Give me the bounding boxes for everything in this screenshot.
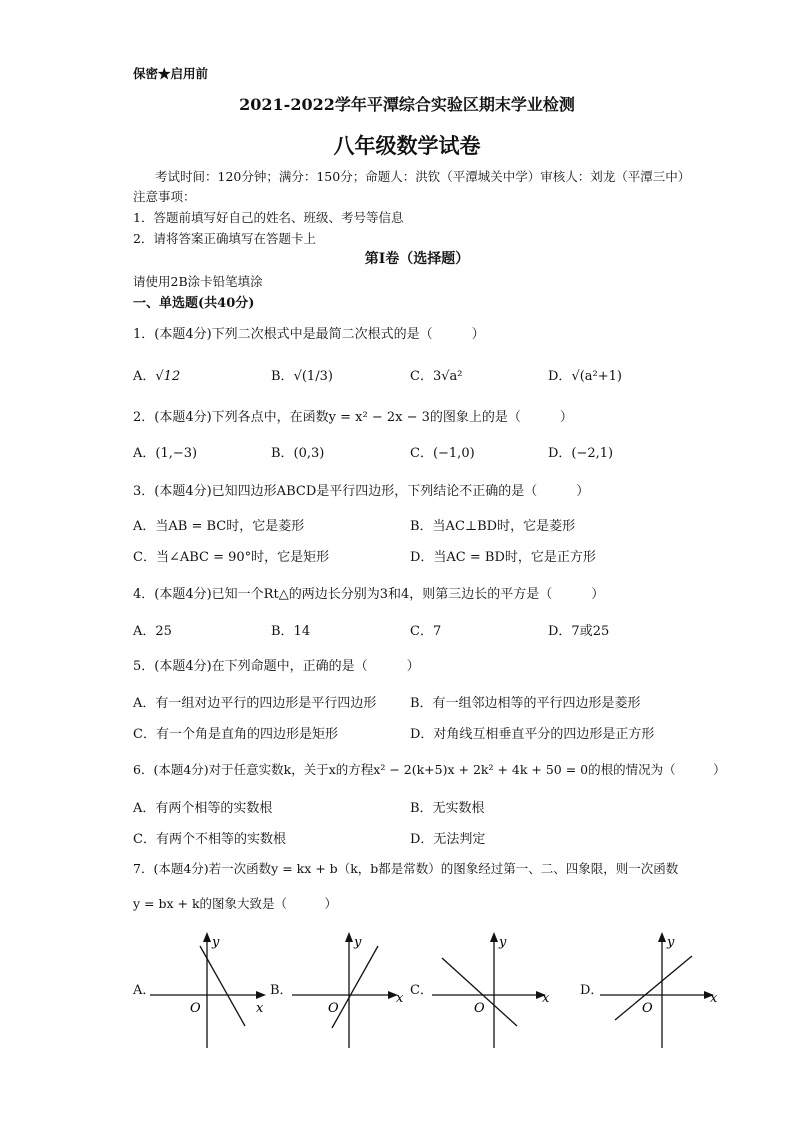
q1-option-b bbox=[271, 365, 333, 384]
q7-option-a-label: A． bbox=[133, 983, 156, 998]
x-label: x bbox=[542, 991, 550, 1006]
q5-option-d: D．对角线互相垂直平分的四边形是正方形 bbox=[410, 727, 655, 742]
question-2-stem: 2．(本题4分)下列各点中，在函数y = x² − 2x − 3的图象上的是（ ） bbox=[133, 410, 573, 425]
exam-title: 2021-2022学年平潭综合实验区期末学业检测 bbox=[239, 95, 575, 114]
origin-label: O bbox=[190, 1001, 201, 1016]
x-label: x bbox=[256, 1001, 264, 1016]
q7-option-c-label: C． bbox=[410, 983, 433, 998]
q3-option-b: B．当AC⊥BD时，它是菱形 bbox=[410, 519, 576, 534]
q1-option-c-value: 3√a² bbox=[432, 369, 463, 384]
q6-option-d: D．无法判定 bbox=[410, 832, 486, 847]
function-line bbox=[615, 956, 692, 1020]
question-4-stem: 4．(本题4分)已知一个Rt△的两边长分别为3和4，则第三边长的平方是（ ） bbox=[133, 587, 605, 602]
notes-heading: 注意事项： bbox=[133, 189, 196, 204]
q5-option-b: B．有一组邻边相等的平行四边形是菱形 bbox=[410, 696, 641, 711]
question-7-stem-line-1: 7．(本题4分)若一次函数y = kx + b（k，b都是常数）的图象经过第一、二、四象限，则一次函数 bbox=[133, 861, 679, 876]
q4-option-d: D．7或25 bbox=[548, 624, 610, 639]
q5-option-c: C．有一个角是直角的四边形是矩形 bbox=[133, 727, 338, 742]
exam-subtitle: 八年级数学试卷 bbox=[333, 133, 481, 158]
q7-graph-d bbox=[600, 928, 725, 1052]
q3-option-a: A．当AB = BC时，它是菱形 bbox=[133, 519, 305, 534]
y-axis-arrow bbox=[203, 932, 211, 942]
q1-option-b-value: √(1/3) bbox=[293, 369, 333, 384]
q1-option-d-label: D． bbox=[548, 369, 572, 384]
section-title: 一、单选题(共40分) bbox=[133, 296, 255, 311]
q2-option-b: B．(0,3) bbox=[271, 446, 325, 461]
q1-option-c-label: C． bbox=[410, 369, 433, 384]
confidential-label: 保密★启用前 bbox=[133, 66, 209, 81]
x-axis-arrow bbox=[256, 991, 266, 999]
note-1: 1．答题前填写好自己的姓名、班级、考号等信息 bbox=[133, 210, 404, 225]
origin-label: O bbox=[642, 1001, 653, 1016]
q2-option-a: A．(1,−3) bbox=[133, 446, 198, 461]
note-2: 2．请将答案正确填写在答题卡上 bbox=[133, 231, 316, 246]
y-label: y bbox=[212, 935, 220, 950]
y-axis-arrow bbox=[345, 932, 353, 942]
q2-option-d: D．(−2,1) bbox=[548, 446, 614, 461]
q7-option-b-label: B． bbox=[270, 983, 293, 998]
exam-info: 考试时间：120分钟；满分：150分；命题人：洪钦（平潭城关中学）审核人：刘龙（平潭三中） bbox=[155, 169, 691, 184]
question-3-stem: 3．(本题4分)已知四边形ABCD是平行四边形，下列结论不正确的是（ ） bbox=[133, 484, 590, 499]
q1-option-d-value: √(a²+1) bbox=[571, 369, 622, 384]
origin-label: O bbox=[328, 1001, 339, 1016]
q1-option-a-label: A． bbox=[133, 369, 156, 384]
q7-graph-b bbox=[292, 928, 412, 1052]
volume-instruction: 请使用2B涂卡铅笔填涂 bbox=[133, 274, 263, 289]
y-axis-arrow bbox=[490, 932, 498, 942]
x-label: x bbox=[710, 991, 718, 1006]
q3-option-c: C．当∠ABC = 90°时，它是矩形 bbox=[133, 550, 330, 565]
question-7-stem-line-2: y = bx + k的图象大致是（ ） bbox=[133, 896, 338, 911]
y-label: y bbox=[354, 935, 362, 950]
function-line bbox=[332, 946, 378, 1028]
q4-option-c: C．7 bbox=[410, 624, 442, 639]
y-label: y bbox=[499, 935, 507, 950]
question-1-stem: 1．(本题4分)下列二次根式中是最简二次根式的是（ ） bbox=[133, 327, 485, 342]
q1-option-a-value: √12 bbox=[155, 369, 181, 384]
question-6-stem: 6．(本题4分)对于任意实数k，关于x的方程x² − 2(k+5)x + 2k² + 4k + 50 = 0的根的情况为（ ） bbox=[133, 762, 726, 777]
q1-option-b-label: B． bbox=[271, 369, 294, 384]
q5-option-a: A．有一组对边平行的四边形是平行四边形 bbox=[133, 696, 377, 711]
q4-option-a: A．25 bbox=[133, 624, 172, 639]
q4-option-b: B．14 bbox=[271, 624, 311, 639]
y-axis-arrow bbox=[658, 932, 666, 942]
x-label: x bbox=[396, 991, 404, 1006]
question-5-stem: 5．(本题4分)在下列命题中，正确的是（ ） bbox=[133, 659, 420, 674]
q6-option-a: A．有两个相等的实数根 bbox=[133, 801, 273, 816]
origin-label: O bbox=[474, 1001, 485, 1016]
volume-title: 第I卷（选择题） bbox=[364, 251, 470, 267]
q3-option-d: D．当AC = BD时，它是正方形 bbox=[410, 550, 596, 565]
q7-graph-a bbox=[150, 928, 270, 1052]
q7-option-d-label: D． bbox=[580, 983, 604, 998]
q1-option-c bbox=[410, 365, 462, 384]
q7-graph-c bbox=[432, 928, 557, 1052]
q6-option-c: C．有两个不相等的实数根 bbox=[133, 832, 286, 847]
q1-option-d bbox=[548, 365, 622, 384]
y-label: y bbox=[667, 935, 675, 950]
q1-option-a bbox=[133, 365, 180, 384]
q6-option-b: B．无实数根 bbox=[410, 801, 485, 816]
q2-option-c: C．(−1,0) bbox=[410, 446, 475, 461]
